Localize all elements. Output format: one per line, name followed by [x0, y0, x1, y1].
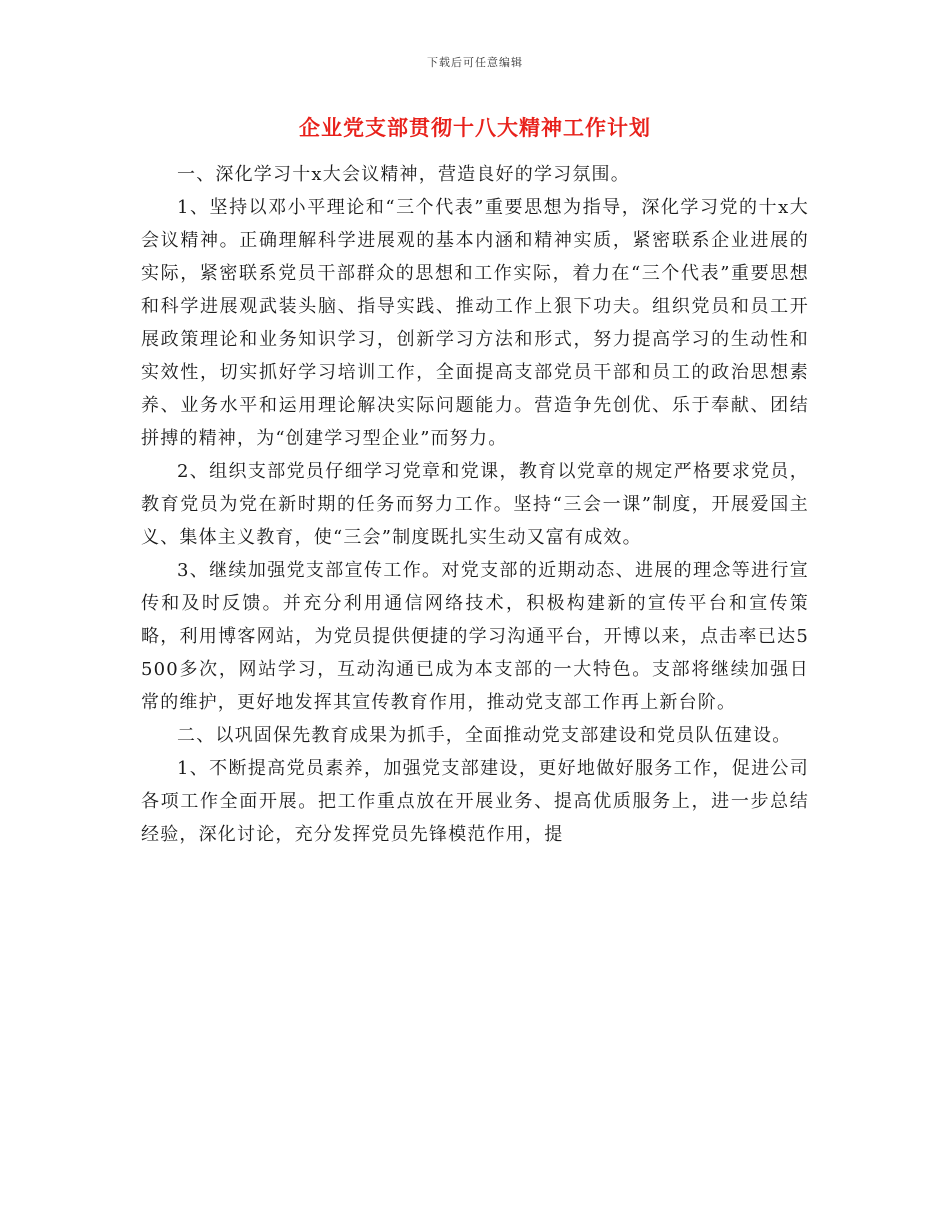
- paragraph-2-1: 1、不断提高党员素养，加强党支部建设，更好地做好服务工作，促进公司各项工作全面开展。把工作重点放在开展业务、提高优质服务上，进一步总结经验，深化讨论，充分发挥党员先锋模范作用，提: [141, 758, 809, 845]
- paragraph-1-2: 2、组织支部党员仔细学习党章和党课，教育以党章的规定严格要求党员，教育党员为党在新时期的任务而努力工作。坚持“三会一课”制度，开展爱国主义、集体主义教育，使“三会”制度既扎实生动又富有成效。: [141, 461, 809, 548]
- paragraph-section-2-heading: 二、以巩固保先教育成果为抓手，全面推动党支部建设和党员队伍建设。: [177, 725, 792, 746]
- document-title: 企业党支部贯彻十八大精神工作计划: [299, 115, 651, 140]
- paragraph-section-1-heading: 一、深化学习十x大会议精神，营造良好的学习氛围。: [177, 164, 630, 185]
- page-header-note: 下载后可任意编辑: [427, 56, 523, 69]
- document-body: [141, 158, 809, 851]
- paragraph-1-1: 1、坚持以邓小平理论和“三个代表”重要思想为指导，深化学习党的十x大会议精神。正确理解科学进展观的基本内涵和精神实质，紧密联系企业进展的实际，紧密联系党员干部群众的思想和工作实际，着力在“三个代表”重要思想和科学进展观武装头脑、指导实践、推动工作上狠下功夫。组织党员和员工开展政策理论和业务知识学习，创新学习方法和形式，努力提高学习的生动性和实效性，切实抓好学习培训工作，全面提高支部党员干部和员工的政治思想素养、业务水平和运用理论解决实际问题能力。营造争先创优、乐于奉献、团结拼搏的精神，为“创建学习型企业”而努力。: [141, 197, 809, 449]
- paragraph-1-3: 3、继续加强党支部宣传工作。对党支部的近期动态、进展的理念等进行宣传和及时反馈。并充分利用通信网络技术，积极构建新的宣传平台和宣传策略，利用博客网站，为党员提供便捷的学习沟通平台，开博以来，点击率已达5500多次，网站学习，互动沟通已成为本支部的一大特色。支部将继续加强日常的维护，更好地发挥其宣传教育作用，推动党支部工作再上新台阶。: [141, 560, 809, 713]
